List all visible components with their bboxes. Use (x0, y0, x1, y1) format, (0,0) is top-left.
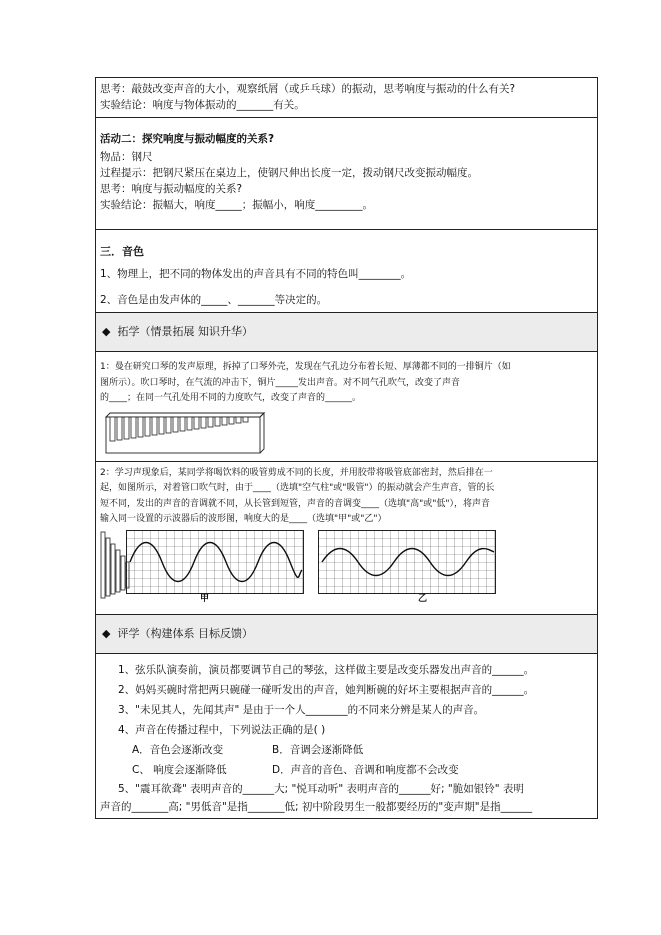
eval-q4-options-ab (96, 740, 597, 760)
q1-line1: 1：曼在研究口琴的发声原理，拆掉了口琴外壳，发现在气孔边分布着长短、厚薄都不同的一排铜片（如 (100, 362, 511, 372)
question-harmonica (96, 352, 597, 462)
evaluation-questions (96, 654, 597, 818)
section-activity-two (96, 118, 597, 230)
waveform-b (318, 530, 496, 594)
q1-line2: 图所示）。吹口琴时，在气流的冲击下，铜片_____发出声音。对不同气孔吹气，改变了声音 (100, 377, 461, 388)
pingxue-header (96, 615, 597, 654)
conclusion-amplitude-text: 实验结论：响度与物体振动的_______有关。 (100, 99, 305, 111)
section-timbre (96, 230, 597, 313)
eval-q5-line1: 5、"震耳欲聋" 表明声音的______大; "悦耳动听" 表明声音的______好; "脆如银铃" 表明 (118, 782, 524, 795)
option-d: D．声音的音色、音调和响度都不会改变 (272, 763, 459, 776)
eval-q3: 3、"未见其人，先闻其声" 是由于一个人________的不同来分辨是某人的声音。 (118, 703, 485, 716)
option-c: C、 响度会逐渐降低 (132, 763, 227, 776)
diamond-bullet-icon: ◆ (102, 325, 111, 338)
eval-q4: 4、声音在传播过程中，下列说法正确的是( ) (118, 723, 326, 736)
timbre-definition-text: 1、物理上，把不同的物体发出的声音具有不同的特色叫________。 (100, 268, 412, 280)
eval-q1: 1、弦乐队演奏前，演员都要调节自己的琴弦，这样做主要是改变乐器发出声音的______。 (118, 663, 535, 676)
conclusion-loudness-text: 实验结论：振幅大，响度_____；振幅小，响度_________。 (100, 199, 373, 211)
q2-line2: 起，如图所示，对着管口吹气时，由于____（选填"空气柱"或"吸管"）的振动就会产生声音，管的长 (100, 483, 495, 493)
timbre-factors-text: 2、音色是由发声体的_____、_______等决定的。 (100, 294, 328, 306)
worksheet-table (95, 77, 598, 819)
option-a: A．音色会逐渐改变 (132, 743, 224, 756)
pingxue-title: 评学（构建体系 目标反馈） (117, 626, 253, 640)
materials-text: 物品：钢尺 (100, 151, 153, 163)
section-loudness-drum (96, 78, 597, 118)
q2-line4: 输入同一设置的示波器后的波形图，响度大的是____（选填"甲"或"乙"） (100, 514, 387, 524)
question-straws (96, 462, 597, 615)
tuoxue-header (96, 313, 597, 352)
q2-line1: 2：学习声现象后，某同学将喝饮料的吸管剪成不同的长度，并用胶带将吸管底部密封，然后排在一 (100, 467, 493, 478)
waveform-a (126, 530, 304, 594)
q1-line3: 的____；在同一气孔处用不同的力度吹气，改变了声音的______。 (100, 393, 362, 403)
eval-q5-line2: 声音的_______高; "男低音"是指_______低; 初中阶段男生一般都要经历的"变声期"是指______ (100, 800, 533, 813)
oscilloscope-figure (96, 528, 597, 610)
eval-q2: 2、妈妈买碗时常把两只碗碰一碰听发出的声音，她判断碗的好坏主要根据声音的______。 (118, 683, 535, 696)
harmonica-reeds-figure (100, 409, 270, 457)
waveform-b-label: 乙 (418, 593, 428, 604)
reed-strips (110, 417, 248, 441)
tuoxue-title: 拓学（情景拓展 知识升华） (117, 325, 253, 338)
option-b: B．音调会逐渐降低 (272, 743, 364, 756)
diamond-bullet-icon: ◆ (102, 626, 111, 640)
q2-line3: 短不同，发出的声音的音调就不同，从长管到短管，声音的音调变____（选填"高"或"低"），将声音 (100, 498, 491, 509)
waveform-a-label: 甲 (200, 593, 210, 604)
think-amplitude-text: 思考：响度与振动幅度的关系? (100, 183, 243, 195)
activity-two-title: 活动二：探究响度与振动幅度的关系? (100, 133, 275, 145)
eval-q4-options-cd (96, 760, 597, 780)
procedure-hint-text: 过程提示：把钢尺紧压在桌边上，使钢尺伸出长度一定，拨动钢尺改变振动幅度。 (100, 167, 478, 179)
timbre-title: 三．音色 (100, 245, 144, 258)
think-drum-text: 思考：敲鼓改变声音的大小，观察纸屑（或乒乓球）的振动，思考响度与振动的什么有关? (100, 83, 516, 95)
